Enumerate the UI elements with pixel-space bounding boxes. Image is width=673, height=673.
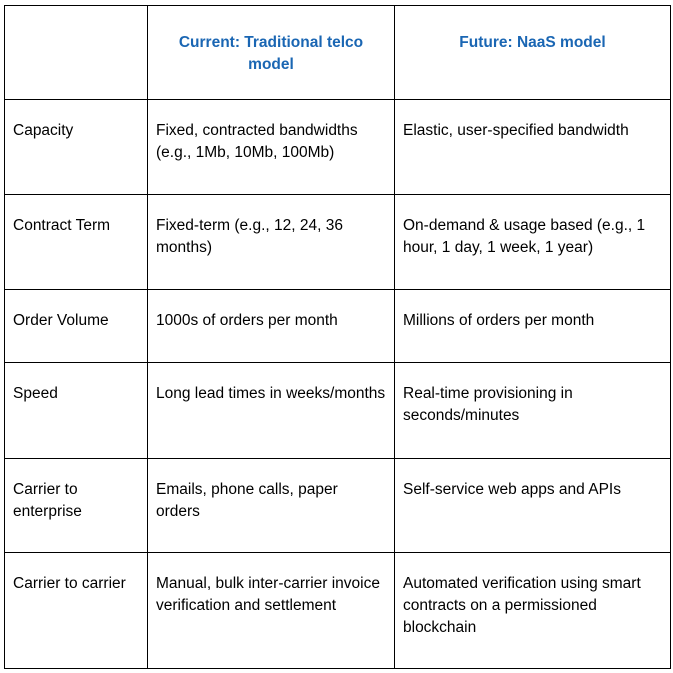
- table-row: [5, 195, 671, 290]
- table-header-row: [5, 6, 671, 100]
- row-current: Fixed-term (e.g., 12, 24, 36 months): [148, 195, 395, 290]
- comparison-table: [4, 5, 671, 669]
- row-future: Millions of orders per month: [395, 290, 671, 363]
- table-row: [5, 363, 671, 459]
- row-label: Order Volume: [5, 290, 148, 363]
- row-label: Speed: [5, 363, 148, 459]
- row-label: Carrier to carrier: [5, 553, 148, 669]
- header-current: Current: Traditional telco model: [148, 6, 395, 100]
- table-row: [5, 290, 671, 363]
- header-corner-cell: [5, 6, 148, 100]
- row-label: Contract Term: [5, 195, 148, 290]
- header-future: Future: NaaS model: [395, 6, 671, 100]
- row-current: Emails, phone calls, paper orders: [148, 459, 395, 553]
- row-future: Real-time provisioning in seconds/minutes: [395, 363, 671, 459]
- row-current: Long lead times in weeks/months: [148, 363, 395, 459]
- table-row: [5, 553, 671, 669]
- row-future: Elastic, user-specified bandwidth: [395, 100, 671, 195]
- row-current: 1000s of orders per month: [148, 290, 395, 363]
- row-future: Self-service web apps and APIs: [395, 459, 671, 553]
- row-future: On-demand & usage based (e.g., 1 hour, 1 day, 1 week, 1 year): [395, 195, 671, 290]
- table-row: [5, 459, 671, 553]
- row-label: Carrier to enterprise: [5, 459, 148, 553]
- row-label: Capacity: [5, 100, 148, 195]
- row-current: Manual, bulk inter-carrier invoice verification and settlement: [148, 553, 395, 669]
- row-future: Automated verification using smart contracts on a permissioned blockchain: [395, 553, 671, 669]
- row-current: Fixed, contracted bandwidths (e.g., 1Mb, 10Mb, 100Mb): [148, 100, 395, 195]
- table-row: [5, 100, 671, 195]
